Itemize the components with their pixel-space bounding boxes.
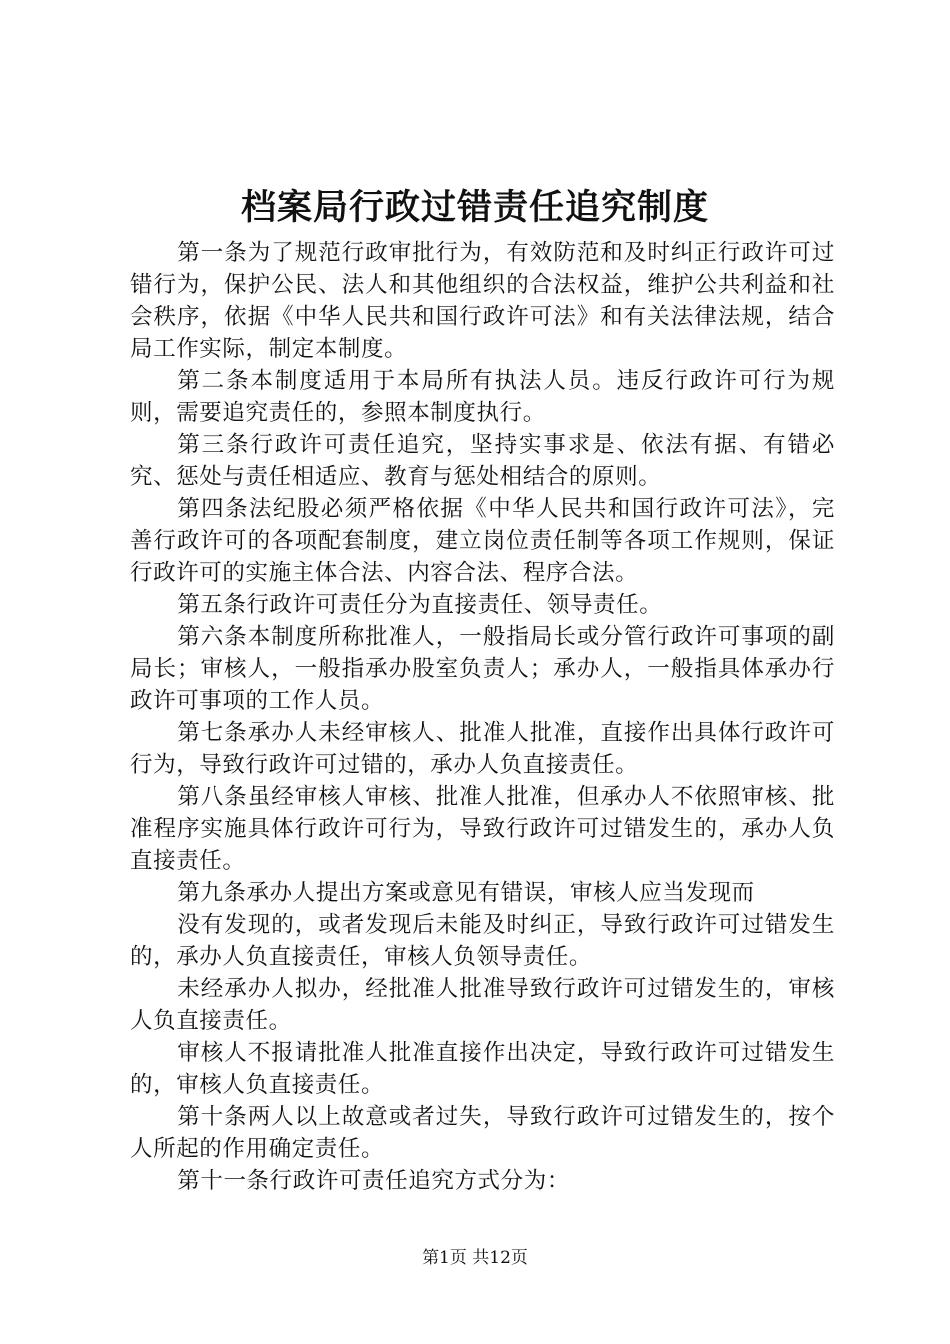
paragraph-article-4: 第四条法纪股必须严格依据《中华人民共和国行政许可法》，完善行政许可的各项配套制度，建立岗位责任制等各项工作规则，保证行政许可的实施主体合法、内容合法、程序合法。 bbox=[130, 496, 835, 586]
document-body bbox=[130, 237, 835, 1197]
document-title: 档案局行政过错责任追究制度 bbox=[240, 187, 709, 228]
paragraph-article-5: 第五条行政许可责任分为直接责任、领导责任。 bbox=[177, 592, 663, 618]
paragraph-article-7: 第七条承办人未经审核人、批准人批准，直接作出具体行政许可行为，导致行政许可过错的，承办人负直接责任。 bbox=[130, 720, 835, 778]
paragraph-article-10: 第十条两人以上故意或者过失，导致行政许可过错发生的，按个人所起的作用确定责任。 bbox=[130, 1104, 835, 1162]
paragraph-article-9-clause-3: 审核人不报请批准人批准直接作出决定，导致行政许可过错发生的，审核人负直接责任。 bbox=[130, 1040, 835, 1098]
paragraph-article-1: 第一条为了规范行政审批行为，有效防范和及时纠正行政许可过错行为，保护公民、法人和其他组织的合法权益，维护公共利益和社会秩序，依据《中华人民共和国行政许可法》和有关法律法规，结合局工作实际，制定本制度。 bbox=[130, 240, 835, 362]
paragraph-article-9-continued: 没有发现的，或者发现后未能及时纠正，导致行政许可过错发生的，承办人负直接责任，审核人负领导责任。 bbox=[130, 912, 835, 970]
paragraph-article-11: 第十一条行政许可责任追究方式分为： bbox=[177, 1168, 570, 1194]
paragraph-article-9: 第九条承办人提出方案或意见有错误，审核人应当发现而 bbox=[177, 880, 755, 906]
page-footer: 第1页 共12页 bbox=[422, 1248, 528, 1268]
paragraph-article-8: 第八条虽经审核人审核、批准人批准，但承办人不依照审核、批准程序实施具体行政许可行为，导致行政许可过错发生的，承办人负直接责任。 bbox=[130, 784, 835, 874]
paragraph-article-3: 第三条行政许可责任追究，坚持实事求是、依法有据、有错必究、惩处与责任相适应、教育与惩处相结合的原则。 bbox=[130, 432, 835, 490]
paragraph-article-6: 第六条本制度所称批准人，一般指局长或分管行政许可事项的副局长；审核人，一般指承办股室负责人；承办人，一般指具体承办行政许可事项的工作人员。 bbox=[130, 624, 835, 714]
paragraph-article-9-clause-2: 未经承办人拟办，经批准人批准导致行政许可过错发生的，审核人负直接责任。 bbox=[130, 976, 835, 1034]
paragraph-article-2: 第二条本制度适用于本局所有执法人员。违反行政许可行为规则，需要追究责任的，参照本制度执行。 bbox=[130, 368, 835, 426]
